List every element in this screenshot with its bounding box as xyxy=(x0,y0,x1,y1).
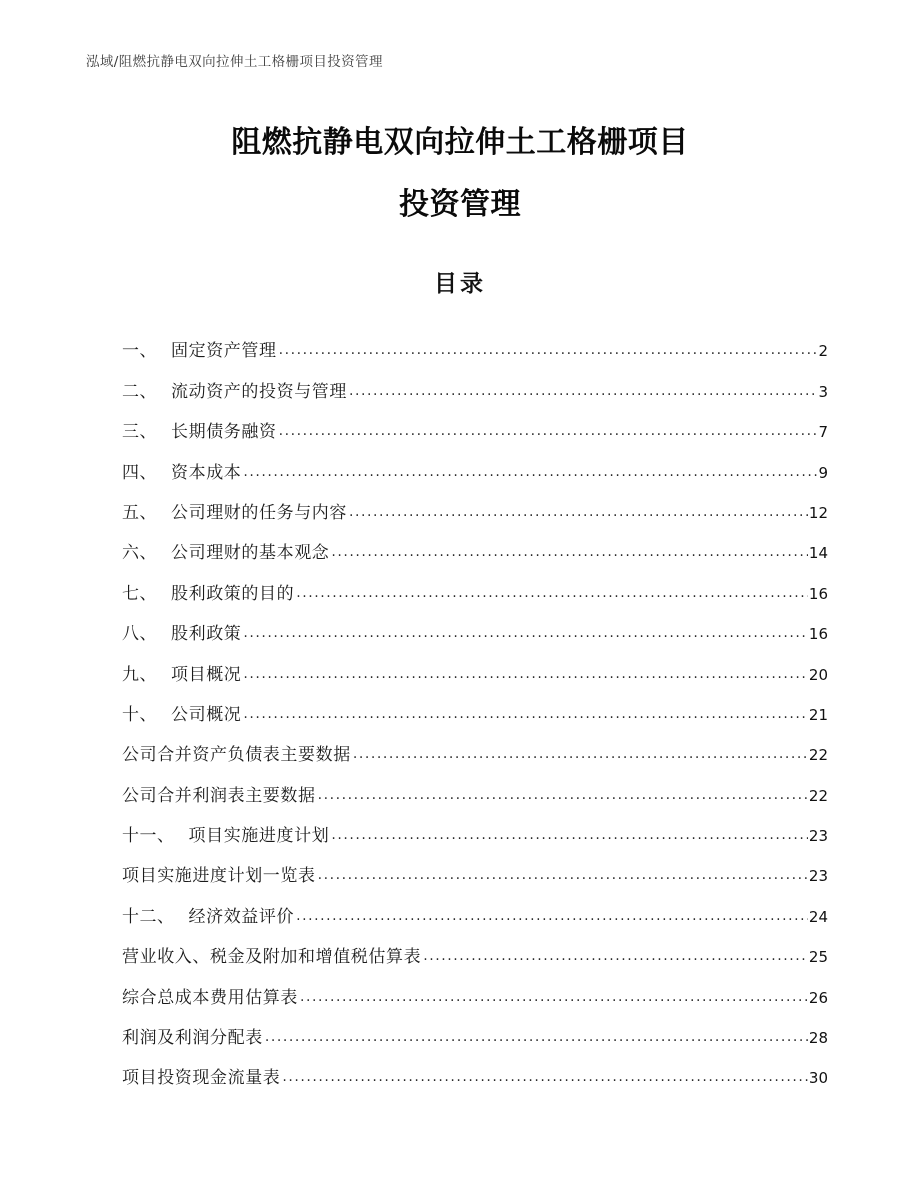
toc-entry[interactable] xyxy=(122,766,828,806)
toc-leader-dots xyxy=(241,464,817,484)
toc-entry-label: 公司理财的基本观念 xyxy=(171,543,330,564)
toc-entry-page-number: 25 xyxy=(808,948,828,967)
toc-leader-dots xyxy=(294,908,808,928)
toc-leader-dots xyxy=(280,1069,808,1089)
toc-entry-label: 项目投资现金流量表 xyxy=(122,1068,281,1089)
toc-entry-page-number: 28 xyxy=(808,1029,828,1048)
page-title-line-2: 投资管理 xyxy=(399,187,521,222)
toc-entry[interactable] xyxy=(122,484,828,524)
toc-entry[interactable] xyxy=(122,968,828,1008)
toc-entry[interactable] xyxy=(122,564,828,604)
toc-entry-page-number: 23 xyxy=(808,867,828,886)
toc-entry-page-number: 7 xyxy=(818,423,828,442)
toc-entry-label: 股利政策 xyxy=(171,624,242,645)
toc-entry-page-number: 2 xyxy=(818,342,828,361)
toc-entry-label: 项目概况 xyxy=(171,664,242,685)
toc-leader-dots xyxy=(329,544,808,564)
toc-entry-number: 一、 xyxy=(122,341,157,362)
toc-entry-page-number: 22 xyxy=(808,746,828,765)
toc-entry-label: 固定资产管理 xyxy=(171,341,277,362)
toc-entry[interactable] xyxy=(122,362,828,402)
toc-entry-page-number: 20 xyxy=(808,665,828,684)
toc-entry-label: 长期债务融资 xyxy=(171,422,277,443)
toc-entry-label: 项目实施进度计划 xyxy=(188,826,330,847)
toc-entry[interactable] xyxy=(122,686,828,726)
toc-entry-page-number: 9 xyxy=(818,463,828,482)
toc-entry-label: 项目实施进度计划一览表 xyxy=(122,866,316,887)
toc-leader-dots xyxy=(263,1029,808,1049)
toc-entry[interactable] xyxy=(122,1009,828,1049)
toc-entry[interactable] xyxy=(122,847,828,887)
toc-entry[interactable] xyxy=(122,443,828,483)
toc-entry-number: 四、 xyxy=(122,462,157,483)
toc-entry-number: 十二、 xyxy=(122,906,175,927)
toc-entry[interactable] xyxy=(122,403,828,443)
toc-leader-dots xyxy=(241,666,808,686)
toc-leader-dots xyxy=(241,706,808,726)
toc-entry-label: 股利政策的目的 xyxy=(171,583,295,604)
toc-entry-label: 经济效益评价 xyxy=(188,906,295,927)
toc-entry[interactable] xyxy=(122,524,828,564)
toc-entry-label: 公司概况 xyxy=(171,704,242,725)
toc-entry-number: 九、 xyxy=(122,664,157,685)
toc-entry-number: 八、 xyxy=(122,624,157,645)
toc-leader-dots xyxy=(347,383,817,403)
toc-leader-dots xyxy=(298,989,808,1009)
toc-leader-dots xyxy=(277,342,818,362)
table-of-contents-heading: 目录 xyxy=(434,270,486,297)
toc-entry-number: 六、 xyxy=(122,543,157,564)
running-header: 泓域/阻燃抗静电双向拉伸土工格栅项目投资管理 xyxy=(86,54,383,70)
toc-entry-label: 利润及利润分配表 xyxy=(122,1028,263,1049)
toc-entry-label: 资本成本 xyxy=(171,462,242,483)
toc-entry-number: 七、 xyxy=(122,583,157,604)
toc-leader-dots xyxy=(294,585,808,605)
toc-entry-label: 公司合并利润表主要数据 xyxy=(122,785,316,806)
toc-entry-page-number: 16 xyxy=(808,625,828,644)
toc-entry-number: 十一、 xyxy=(122,826,175,847)
toc-leader-dots xyxy=(347,504,808,524)
toc-entry-page-number: 24 xyxy=(808,907,828,926)
toc-leader-dots xyxy=(316,787,808,807)
toc-entry[interactable] xyxy=(122,605,828,645)
toc-entry[interactable] xyxy=(122,1049,828,1089)
toc-entry-number: 十、 xyxy=(122,704,157,725)
toc-entry[interactable] xyxy=(122,645,828,685)
toc-entry-page-number: 21 xyxy=(808,705,828,724)
toc-entry-page-number: 14 xyxy=(808,544,828,563)
toc-entry-page-number: 3 xyxy=(818,382,828,401)
toc-entry[interactable] xyxy=(122,887,828,927)
toc-leader-dots xyxy=(351,746,808,766)
toc-entry-label: 流动资产的投资与管理 xyxy=(171,381,347,402)
toc-leader-dots xyxy=(329,827,808,847)
toc-entry[interactable] xyxy=(122,928,828,968)
table-of-contents xyxy=(122,322,828,1089)
toc-entry-label: 综合总成本费用估算表 xyxy=(122,987,298,1008)
toc-entry-number: 五、 xyxy=(122,502,157,523)
toc-entry-label: 公司合并资产负债表主要数据 xyxy=(122,745,351,766)
toc-leader-dots xyxy=(241,625,808,645)
toc-entry[interactable] xyxy=(122,807,828,847)
toc-entry[interactable] xyxy=(122,726,828,766)
toc-entry-page-number: 22 xyxy=(808,786,828,805)
toc-entry-page-number: 30 xyxy=(808,1069,828,1088)
toc-entry-page-number: 16 xyxy=(808,584,828,603)
toc-entry-page-number: 26 xyxy=(808,988,828,1007)
toc-entry-page-number: 23 xyxy=(808,827,828,846)
toc-entry[interactable] xyxy=(122,322,828,362)
toc-leader-dots xyxy=(277,423,818,443)
toc-entry-number: 三、 xyxy=(122,422,157,443)
document-title-block xyxy=(0,118,920,230)
toc-entry-page-number: 12 xyxy=(808,503,828,522)
toc-entry-label: 公司理财的任务与内容 xyxy=(171,502,347,523)
page-title-line-1: 阻燃抗静电双向拉伸土工格栅项目 xyxy=(231,125,689,160)
toc-leader-dots xyxy=(316,867,808,887)
toc-entry-number: 二、 xyxy=(122,381,157,402)
toc-entry-label: 营业收入、税金及附加和增值税估算表 xyxy=(122,947,422,968)
toc-leader-dots xyxy=(421,948,808,968)
